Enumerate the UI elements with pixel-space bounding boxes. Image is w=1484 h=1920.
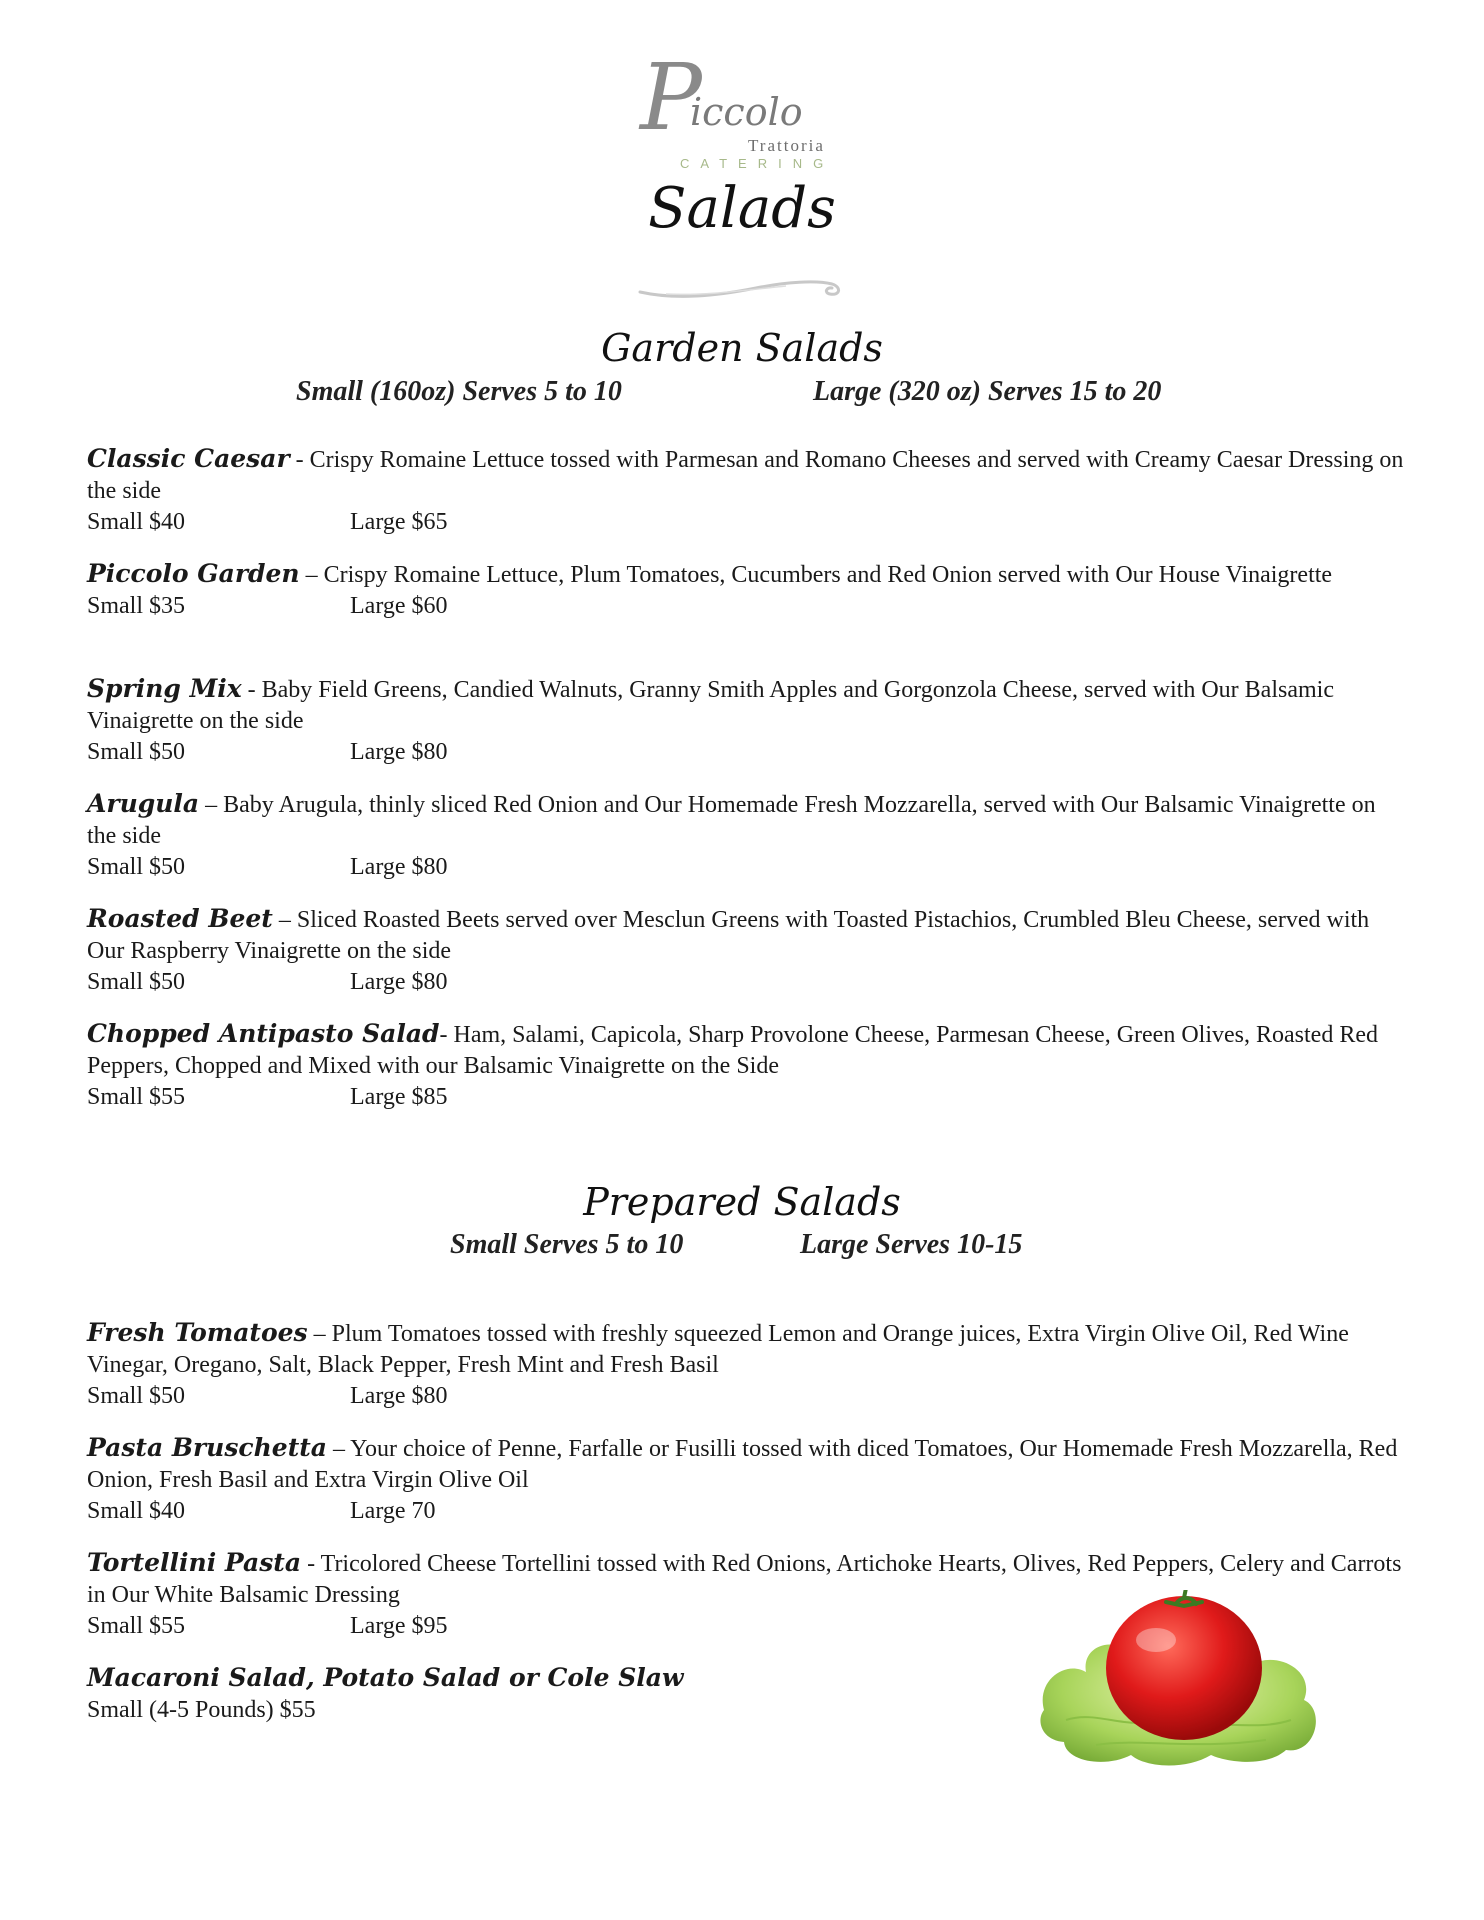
item-separator: – xyxy=(307,1321,332,1347)
price-small: Small $50 xyxy=(87,1383,186,1409)
price-row xyxy=(87,591,1407,622)
item-description: Baby Field Greens, Candied Walnuts, Granny Smith Apples and Gorgonzola Cheese, served with Our Balsamic Vinaigrette on the side xyxy=(87,677,1334,734)
item-separator: - xyxy=(301,1551,321,1577)
item-name: Roasted Beet xyxy=(87,904,273,933)
garden-salads-title: Garden Salads xyxy=(601,326,883,370)
item-description: Ham, Salami, Capicola, Sharp Provolone Cheese, Parmesan Cheese, Green Olives, Roasted Red Peppers, Chopped and Mixed with our Balsamic Vinaigrette on the Side xyxy=(87,1022,1378,1079)
item-description: Your choice of Penne, Farfalle or Fusilli tossed with diced Tomatoes, Our Homemade Fresh Mozzarella, Red Onion, Fresh Basil and Extra Virgin Olive Oil xyxy=(87,1436,1398,1493)
prepared-large-size: Large Serves 10-15 xyxy=(800,1229,1023,1260)
garden-small-size: Small (160oz) Serves 5 to 10 xyxy=(296,376,622,407)
item-description: Crispy Romaine Lettuce tossed with Parmesan and Romano Cheeses and served with Creamy Caesar Dressing on the side xyxy=(87,447,1404,504)
logo-tagline: CATERING xyxy=(680,156,835,171)
menu-item-arugula xyxy=(87,788,1407,883)
item-description: Sliced Roasted Beets served over Mesclun Greens with Toasted Pistachios, Crumbled Bleu Cheese, served with Our Raspberry Vinaigrette on the side xyxy=(87,907,1370,964)
tomato-lettuce-image xyxy=(1036,1590,1326,1770)
price-row xyxy=(87,1082,1407,1113)
menu-item-chopped-antipasto xyxy=(87,1018,1407,1113)
price-large: Large $60 xyxy=(350,593,448,619)
price-small: Small $55 xyxy=(87,1084,186,1110)
price-large: Large $95 xyxy=(350,1613,448,1639)
swirl-divider xyxy=(636,266,846,306)
price-small: Small (4-5 Pounds) $55 xyxy=(87,1697,316,1723)
item-text xyxy=(87,558,1407,591)
logo-subtitle: Trattoria xyxy=(748,136,825,155)
menu-item-classic-caesar xyxy=(87,443,1407,538)
menu-item-pasta-bruschetta xyxy=(87,1432,1407,1527)
menu-item-spring-mix xyxy=(87,673,1407,768)
item-text xyxy=(87,1018,1407,1082)
price-row xyxy=(87,1695,987,1726)
item-name: Piccolo Garden xyxy=(87,559,300,588)
price-large: Large 70 xyxy=(350,1498,436,1524)
price-row xyxy=(87,852,1407,883)
price-row xyxy=(87,507,1407,538)
item-description: Plum Tomatoes tossed with freshly squeezed Lemon and Orange juices, Extra Virgin Olive Oil, Red Wine Vinegar, Oregano, Salt, Black Pepper, Fresh Mint and Fresh Basil xyxy=(87,1321,1349,1378)
logo-initial: P xyxy=(640,44,698,151)
item-name: Fresh Tomatoes xyxy=(87,1318,308,1347)
price-large: Large $80 xyxy=(350,969,448,995)
price-large: Large $80 xyxy=(350,739,448,765)
item-separator: – xyxy=(327,1436,351,1462)
item-separator: – xyxy=(199,792,224,818)
price-row xyxy=(87,737,1407,768)
garden-large-size: Large (320 oz) Serves 15 to 20 xyxy=(813,376,1162,407)
item-separator: - xyxy=(439,1022,454,1048)
item-description: Tricolored Cheese Tortellini tossed with Red Onions, Artichoke Hearts, Olives, Red Peppers, Celery and Carrots in Our White Balsamic Dressing xyxy=(87,1551,1402,1608)
price-small: Small $55 xyxy=(87,1613,186,1639)
item-name: Macaroni Salad, Potato Salad or Cole Slaw xyxy=(87,1663,684,1692)
item-text xyxy=(87,673,1407,737)
price-row xyxy=(87,1381,1407,1412)
item-text xyxy=(87,1432,1407,1496)
item-name: Classic Caesar xyxy=(87,444,290,473)
item-name: Arugula xyxy=(87,789,200,818)
prepared-salads-title: Prepared Salads xyxy=(583,1180,901,1224)
item-text xyxy=(87,903,1407,967)
item-separator: – xyxy=(299,562,324,588)
price-large: Large $65 xyxy=(350,509,448,535)
price-small: Small $50 xyxy=(87,854,186,880)
price-large: Large $85 xyxy=(350,1084,448,1110)
item-separator: – xyxy=(272,907,297,933)
page-title: Salads xyxy=(648,176,836,241)
price-small: Small $40 xyxy=(87,1498,186,1524)
item-description: Crispy Romaine Lettuce, Plum Tomatoes, Cucumbers and Red Onion served with Our House Vinaigrette xyxy=(323,562,1333,588)
item-name: Tortellini Pasta xyxy=(87,1548,302,1577)
item-separator: - xyxy=(241,677,262,703)
menu-item-fresh-tomatoes xyxy=(87,1317,1407,1412)
item-text xyxy=(87,1317,1407,1381)
item-name: Spring Mix xyxy=(87,674,242,703)
price-large: Large $80 xyxy=(350,1383,448,1409)
item-text xyxy=(87,443,1407,507)
menu-item-piccolo-garden xyxy=(87,558,1407,622)
price-small: Small $50 xyxy=(87,739,186,765)
price-large: Large $80 xyxy=(350,854,448,880)
item-name: Pasta Bruschetta xyxy=(87,1433,328,1462)
price-small: Small $40 xyxy=(87,509,186,535)
prepared-small-size: Small Serves 5 to 10 xyxy=(450,1229,684,1260)
menu-item-roasted-beet xyxy=(87,903,1407,998)
item-text xyxy=(87,1662,987,1695)
item-description: Baby Arugula, thinly sliced Red Onion and Our Homemade Fresh Mozzarella, served with Our Balsamic Vinaigrette on the side xyxy=(87,792,1376,849)
item-separator: - xyxy=(289,447,310,473)
price-row xyxy=(87,967,1407,998)
logo-name: iccolo xyxy=(690,90,803,134)
piccolo-logo xyxy=(640,44,850,172)
menu-item-side-salads xyxy=(87,1662,987,1726)
price-row xyxy=(87,1496,1407,1527)
item-name: Chopped Antipasto Salad xyxy=(87,1019,440,1048)
price-small: Small $35 xyxy=(87,593,186,619)
item-text xyxy=(87,788,1407,852)
price-small: Small $50 xyxy=(87,969,186,995)
